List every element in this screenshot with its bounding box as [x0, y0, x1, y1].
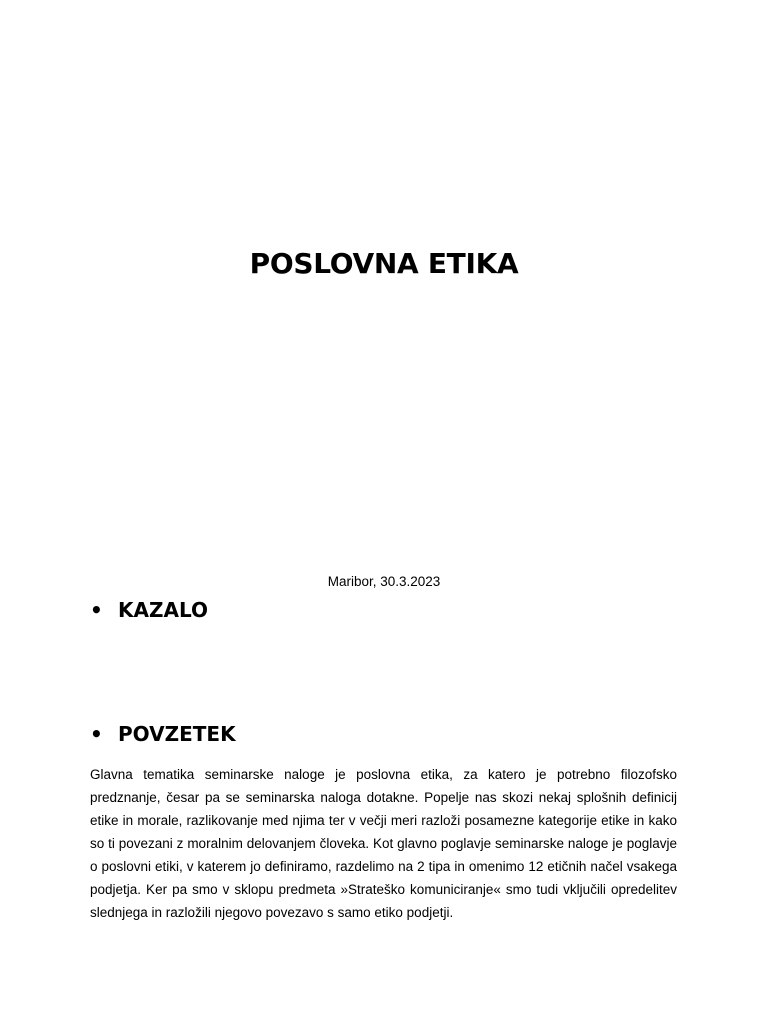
section-heading-kazalo — [90, 596, 208, 624]
bullet-icon: • — [90, 722, 103, 746]
summary-paragraph: Glavna tematika seminarske naloge je poslovna etika, za katero je potrebno filozofsko predznanje, česar pa se seminarska naloga dotakne. Popelje nas skozi nekaj splošnih definicij etike in morale, razlikovanje med njima ter v večji meri razloži posamezne kategorije etike in kako so ti povezani z moralnim delovanjem človeka. Kot glavno poglavje seminarske naloge je poglavje o poslovni etiki, v katerem jo definiramo, razdelimo na 2 tipa in omenimo 12 etičnih načel vsakega podjetja. Ker pa smo v sklopu predmeta »Strateško komuniciranje« smo tudi vključili opredelitev slednjega in razložili njegovo povezavo s samo etiko podjetji. — [90, 767, 677, 920]
section-heading-povzetek — [90, 720, 236, 748]
bullet-icon: • — [90, 598, 103, 622]
document-title: POSLOVNA ETIKA — [249, 247, 519, 280]
section-heading-label: POVZETEK — [118, 722, 236, 746]
place-date: Maribor, 30.3.2023 — [327, 574, 441, 589]
section-heading-label: KAZALO — [118, 598, 208, 622]
